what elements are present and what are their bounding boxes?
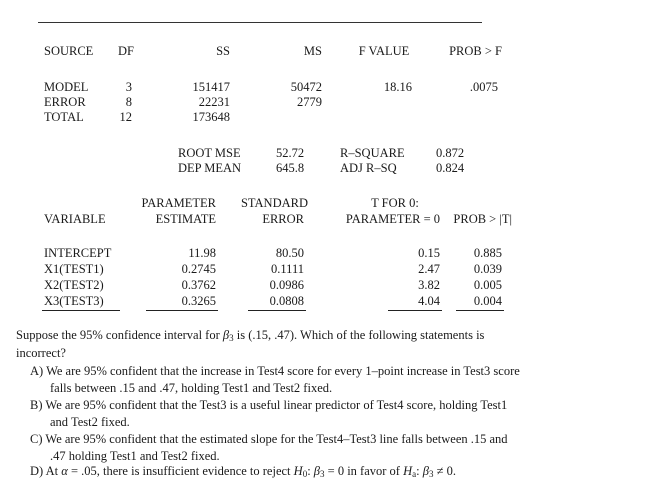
param-estimate: 0.3265	[181, 294, 216, 308]
anova-source: ERROR	[44, 95, 86, 109]
question-stem-cont: incorrect?	[16, 346, 66, 360]
anova-source: MODEL	[44, 80, 89, 94]
header-prob-t: PROB > |T|	[453, 212, 512, 226]
option-b-cont: and Test2 fixed.	[50, 415, 130, 429]
param-se: 0.1111	[271, 262, 304, 276]
param-estimate: 0.3762	[181, 278, 216, 292]
param-variable: X2(TEST2)	[44, 278, 104, 292]
param-se: 80.50	[275, 246, 304, 260]
anova-df: 12	[119, 110, 132, 124]
root-mse-label: ROOT MSE	[178, 146, 241, 160]
param-variable: X1(TEST1)	[44, 262, 104, 276]
param-p: 0.005	[473, 278, 502, 292]
header-ss: SS	[216, 44, 230, 58]
param-estimate: 0.2745	[181, 262, 216, 276]
anova-df: 3	[125, 80, 132, 94]
header-estimate: ESTIMATE	[155, 212, 216, 226]
adj-r-sq-label: ADJ R–SQ	[340, 161, 397, 175]
top-rule	[38, 22, 482, 23]
question-stem: Suppose the 95% confidence interval for $\beta_3$ is (.15, .47). Which of the following statements is	[16, 328, 485, 343]
option-a[interactable]: A) We are 95% confident that the increase in Test4 score for every 1–point increase in Test3 score	[30, 364, 520, 378]
dep-mean-label: DEP MEAN	[178, 161, 242, 175]
option-c[interactable]: C) We are 95% confident that the estimated slope for the Test4–Test3 line falls between .15 and	[30, 432, 508, 446]
table-underline	[456, 310, 504, 311]
header-variable: VARIABLE	[44, 212, 106, 226]
anova-ss: 173648	[192, 110, 230, 124]
anova-source: TOTAL	[44, 110, 84, 124]
option-d[interactable]: D) At α = .05, there is insufficient evidence to reject $H_0$: $\beta_3 = 0$ in favor of $H_a$: $\beta_3 \ne 0$.	[30, 464, 456, 479]
anova-f-value: 18.16	[383, 80, 412, 94]
option-b[interactable]: B) We are 95% confident that the Test3 is a useful linear predictor of Test4 score, holding Test1	[30, 398, 508, 412]
table-underline	[42, 310, 120, 311]
param-p: 0.039	[473, 262, 502, 276]
table-underline	[388, 310, 442, 311]
option-a-cont: falls between .15 and .47, holding Test1 and Test2 fixed.	[50, 381, 333, 395]
param-se: 0.0808	[269, 294, 304, 308]
param-t: 2.47	[418, 262, 440, 276]
header-parameter: PARAMETER	[141, 196, 216, 210]
param-estimate: 11.98	[188, 246, 216, 260]
option-c-cont: .47 holding Test1 and Test2 fixed.	[50, 449, 220, 463]
anova-ss: 151417	[192, 80, 230, 94]
param-variable: INTERCEPT	[44, 246, 112, 260]
header-df: DF	[118, 44, 134, 58]
header-source: SOURCE	[44, 44, 94, 58]
r-square-label: R–SQUARE	[340, 146, 405, 160]
anova-ms: 50472	[290, 80, 322, 94]
header-ms: MS	[303, 44, 322, 58]
header-f-value: F VALUE	[358, 44, 410, 58]
param-t: 0.15	[418, 246, 440, 260]
param-se: 0.0986	[269, 278, 304, 292]
root-mse-value: 52.72	[276, 146, 305, 160]
anova-prob-f: .0075	[469, 80, 498, 94]
table-underline	[248, 310, 306, 311]
header-error: ERROR	[262, 212, 304, 226]
param-variable: X3(TEST3)	[44, 294, 104, 308]
param-p: 0.004	[473, 294, 502, 308]
dep-mean-value: 645.8	[276, 161, 305, 175]
param-p: 0.885	[473, 246, 502, 260]
header-parameter-eq-0: PARAMETER = 0	[345, 212, 440, 226]
param-t: 3.82	[418, 278, 440, 292]
anova-ss: 22231	[198, 95, 230, 109]
header-prob-f: PROB > F	[449, 44, 502, 58]
r-square-value: 0.872	[436, 146, 465, 160]
header-standard: STANDARD	[240, 196, 308, 210]
header-t-for-0: T FOR 0:	[371, 196, 419, 210]
anova-ms: 2779	[297, 95, 322, 109]
table-underline	[146, 310, 218, 311]
anova-df: 8	[125, 95, 132, 109]
adj-r-sq-value: 0.824	[436, 161, 465, 175]
param-t: 4.04	[418, 294, 440, 308]
